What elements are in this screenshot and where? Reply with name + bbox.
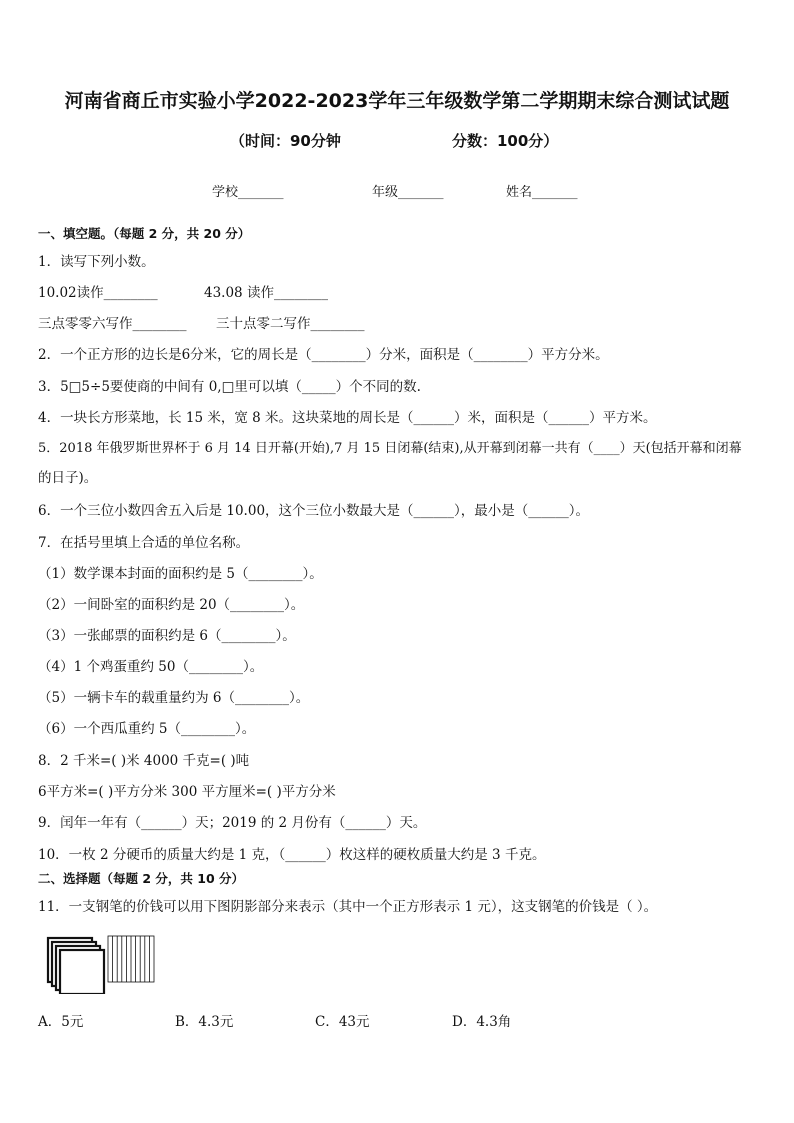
stacked-squares [48, 938, 104, 994]
page-title: 河南省商丘市实验小学2022-2023学年三年级数学第二学期期末综合测试试题 [64, 90, 730, 112]
question-7: 7．在括号里填上合适的单位名称。 [38, 535, 250, 551]
school-field: 学校_______ [212, 185, 284, 200]
question-7-4: （4）1 个鸡蛋重约 50（________）。 [38, 659, 264, 675]
question-2: 2．一个正方形的边长是6分米，它的周长是（________）分米，面积是（________）平方分米。 [38, 347, 609, 363]
name-field: 姓名_______ [506, 185, 578, 200]
question-1a: 10.02读作________ [38, 285, 158, 301]
question-1c: 三点零零六写作________ [38, 316, 187, 332]
question-1: 1．读写下列小数。 [38, 254, 155, 270]
shaded-squares-figure [44, 934, 164, 994]
section-fill-blank: 一、填空题。（每题 2 分，共 20 分） [38, 226, 251, 241]
question-1b: 43.08 读作________ [204, 285, 328, 301]
option-a: A．5元 [38, 1014, 84, 1030]
question-9: 9．闰年一年有（______）天；2019 的 2 月份有（______）天。 [38, 815, 427, 831]
question-6: 6．一个三位小数四舍五入后是 10.00，这个三位小数最大是（______），最小是（______）。 [38, 503, 590, 519]
option-d: D．4.3角 [452, 1014, 512, 1030]
question-7-1: （1）数学课本封面的面积约是 5（________）。 [38, 566, 323, 582]
question-11: 11．一支钢笔的价钱可以用下图阴影部分来表示（其中一个正方形表示 1 元），这支钢笔的价钱是（ ）。 [38, 899, 658, 915]
option-c: C．43元 [315, 1014, 370, 1030]
question-3: 3．5□5÷5要使商的中间有 0,□里可以填（_____）个不同的数. [38, 379, 421, 395]
question-7-2: （2）一间卧室的面积约是 20（________）。 [38, 597, 305, 613]
question-7-3: （3）一张邮票的面积约是 6（________）。 [38, 628, 296, 644]
exam-time: （时间：90分钟 [230, 132, 341, 150]
option-b: B．4.3元 [175, 1014, 234, 1030]
question-5: 5．2018 年俄罗斯世界杯于 6 月 14 日开幕(开始),7 月 15 日闭幕(结束),从开幕到闭幕一共有（____）天(包括开幕和闭幕 [38, 441, 742, 456]
grade-field: 年级_______ [372, 185, 444, 200]
section-choice: 二、选择题（每题 2 分，共 10 分） [38, 871, 245, 886]
question-10: 10．一枚 2 分硬币的质量大约是 1 克，（______）枚这样的硬枚质量大约是 3 千克。 [38, 847, 546, 863]
striped-square [108, 936, 154, 982]
question-8b: 6平方米=( )平方分米 300 平方厘米=( )平方分米 [38, 784, 336, 800]
question-4: 4．一块长方形菜地，长 15 米，宽 8 米。这块菜地的周长是（______）米，面积是（______）平方米。 [38, 410, 657, 426]
exam-score: 分数：100分） [452, 132, 559, 150]
question-8a: 8．2 千米=( )米 4000 千克=( )吨 [38, 753, 250, 769]
question-5-cont: 的日子)。 [38, 470, 98, 486]
question-1d: 三十点零二写作________ [216, 316, 365, 332]
question-7-6: （6）一个西瓜重约 5（________）。 [38, 721, 256, 737]
question-7-5: （5）一辆卡车的载重量约为 6（________）。 [38, 690, 310, 706]
